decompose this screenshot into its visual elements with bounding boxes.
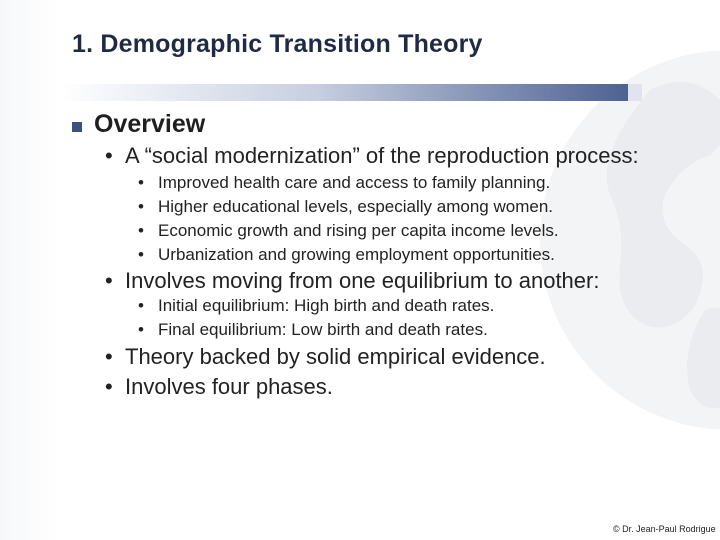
sub-bullet: • Higher educational levels, especially among women. bbox=[138, 197, 553, 216]
bullet-icon: • bbox=[138, 245, 144, 264]
section-heading bbox=[72, 110, 205, 139]
sub-bullet: • Economic growth and rising per capita income levels. bbox=[138, 221, 559, 240]
bullet-point-4: • Involves four phases. bbox=[105, 374, 333, 399]
title-bar-accent bbox=[628, 84, 642, 101]
slide-title: 1. Demographic Transition Theory bbox=[72, 30, 483, 58]
bullet-icon: • bbox=[138, 296, 144, 315]
bullet-icon: • bbox=[105, 143, 113, 168]
bullet-icon: • bbox=[105, 374, 113, 399]
bullet-icon: • bbox=[105, 268, 113, 293]
sub-bullet: • Final equilibrium: Low birth and death rates. bbox=[138, 320, 488, 339]
bullet-icon: • bbox=[138, 173, 144, 192]
bullet-point-2: • Involves moving from one equilibrium to another: bbox=[105, 268, 600, 293]
sub-bullet: • Initial equilibrium: High birth and death rates. bbox=[138, 296, 495, 315]
section-heading-label: Overview bbox=[94, 110, 206, 138]
sub-bullet: • Improved health care and access to family planning. bbox=[138, 173, 551, 192]
bullet-icon: • bbox=[138, 197, 144, 216]
bullet-icon: • bbox=[138, 320, 144, 339]
bullet-icon: • bbox=[105, 344, 113, 369]
bullet-icon: • bbox=[138, 221, 144, 240]
bullet-point-3: • Theory backed by solid empirical evidence. bbox=[105, 344, 546, 369]
sub-bullet: • Urbanization and growing employment opportunities. bbox=[138, 245, 555, 264]
copyright-notice: © Dr. Jean-Paul Rodrigue bbox=[613, 524, 716, 534]
title-underline-bar bbox=[60, 84, 628, 101]
square-bullet-icon bbox=[72, 122, 82, 132]
bullet-point-1: • A “social modernization” of the reproduction process: bbox=[105, 143, 639, 168]
slide-left-band bbox=[0, 0, 60, 540]
